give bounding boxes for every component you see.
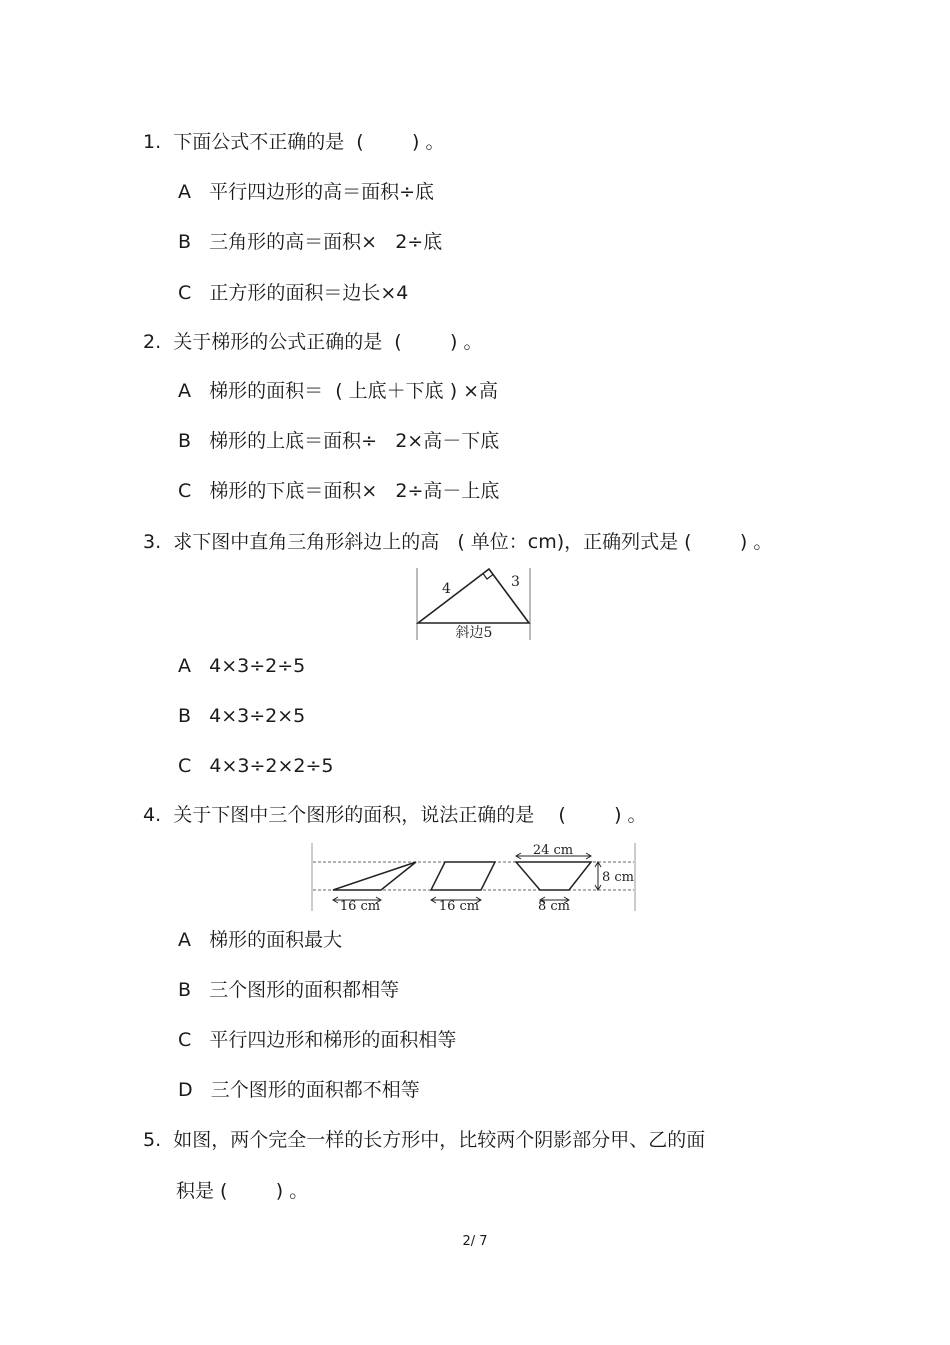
question-5-stem: 5. 如图，两个完全一样的长方形中，比较两个阴影部分甲、乙的面 (143, 1129, 706, 1151)
question-3-stem: 3. 求下图中直角三角形斜边上的高 ( 单位：cm)，正确列式是 ( ) 。 (143, 531, 773, 553)
right-triangle-figure (416, 566, 532, 642)
question-4-option-b: B 三个图形的面积都相等 (178, 979, 400, 1001)
triangle-base-label: 16 cm (339, 899, 381, 912)
question-2-option-b: B 梯形的上底＝面积÷ 2×高－下底 (178, 430, 500, 452)
page-number: 2/ 7 (462, 1234, 488, 1249)
question-1-stem: 1. 下面公式不正确的是 ( ) 。 (143, 131, 445, 153)
parallelogram-shape (431, 862, 495, 890)
question-2-stem: 2. 关于梯形的公式正确的是 ( ) 。 (143, 331, 483, 353)
right-angle-mark (483, 574, 493, 580)
question-4-option-d: D 三个图形的面积都不相等 (178, 1079, 420, 1101)
triangle-leg-b-label: 3 (511, 574, 520, 590)
triangle-leg-a-label: 4 (442, 581, 451, 597)
question-1-option-a: A 平行四边形的高＝面积÷底 (178, 181, 435, 203)
trapezoid-bottom-label: 8 cm (537, 899, 571, 912)
question-4-stem: 4. 关于下图中三个图形的面积，说法正确的是 ( ) 。 (143, 804, 647, 826)
question-3-option-c: C 4×3÷2×2÷5 (178, 755, 334, 777)
question-3-option-b: B 4×3÷2×5 (178, 705, 306, 727)
question-5-stem-continued: 积是 ( ) 。 (176, 1180, 309, 1202)
three-shapes-figure (311, 842, 637, 912)
question-1-option-c: C 正方形的面积＝边长×4 (178, 282, 409, 304)
question-4-option-c: C 平行四边形和梯形的面积相等 (178, 1029, 457, 1051)
trapezoid-top-label: 24 cm (532, 843, 574, 858)
question-3-option-a: A 4×3÷2÷5 (178, 655, 306, 677)
question-2-option-c: C 梯形的下底＝面积× 2÷高－上底 (178, 480, 500, 502)
height-label: 8 cm (602, 870, 635, 885)
parallelogram-base-label: 16 cm (438, 899, 480, 912)
trapezoid-shape (516, 862, 591, 890)
question-4-option-a: A 梯形的面积最大 (178, 929, 343, 951)
question-2-option-a: A 梯形的面积＝ ( 上底＋下底 ) ×高 (178, 380, 499, 402)
triangle-shape (333, 862, 416, 890)
question-1-option-b: B 三角形的高＝面积× 2÷底 (178, 231, 443, 253)
triangle-hypotenuse-label: 斜边5 (455, 625, 493, 641)
